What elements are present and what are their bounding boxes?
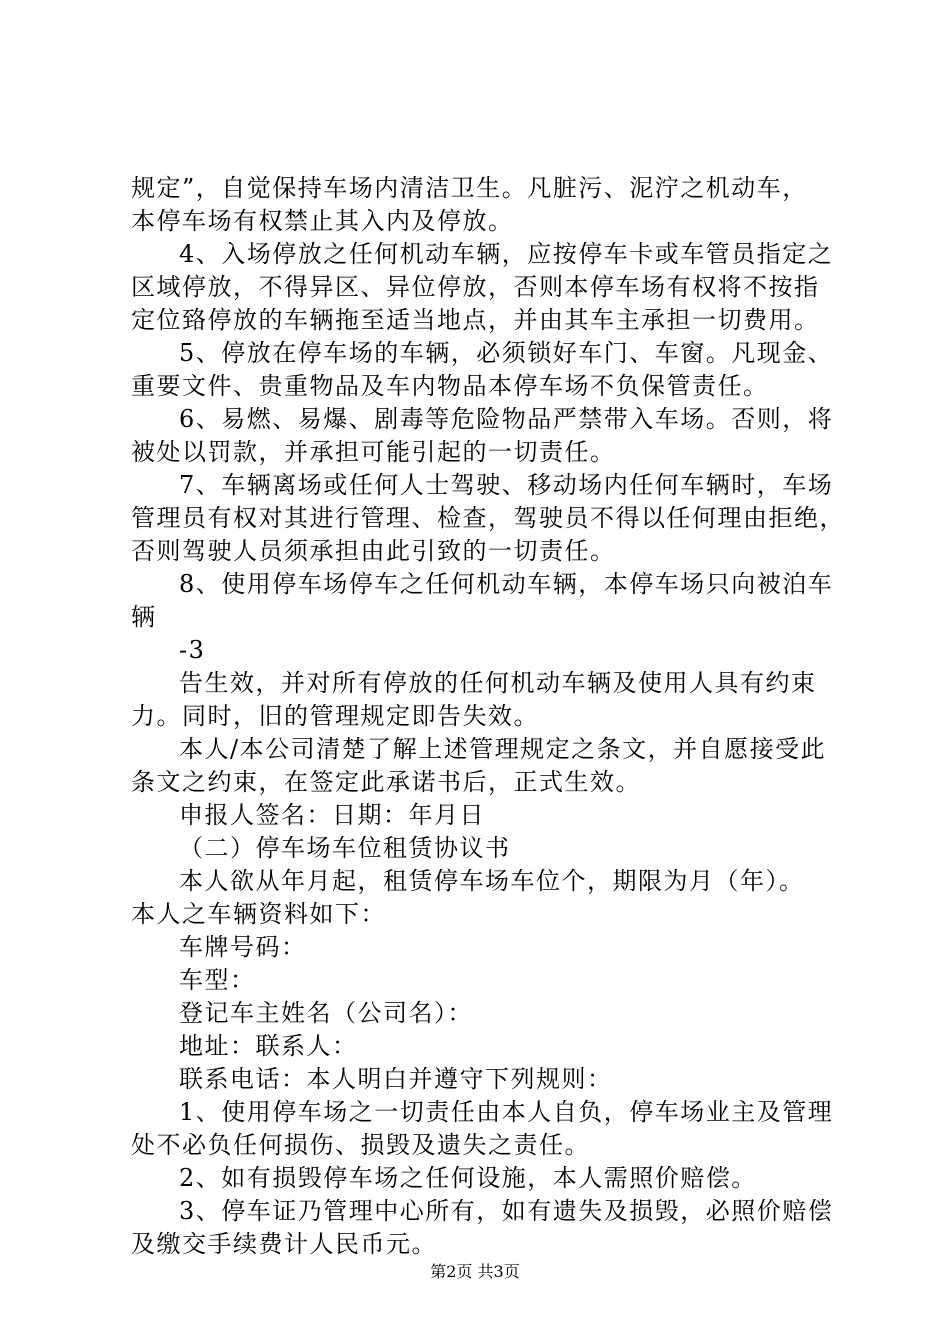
paragraph-line: 重要文件、贵重物品及车内物品本停车场不负保管责任。: [131, 372, 769, 400]
paragraph-line: 辆: [131, 603, 157, 631]
paragraph-line: 规定”，自觉保持车场内清洁卫生。凡脏污、泥泞之机动车，: [131, 174, 808, 202]
paragraph-line: 处不必负任何损伤、损毁及遗失之责任。: [131, 1131, 590, 1159]
paragraph-line: 及缴交手续费计人民币元。: [131, 1230, 437, 1258]
paragraph-line: 4、入场停放之任何机动车辆，应按停车卡或车管员指定之: [179, 240, 834, 268]
form-field-label: 车型：: [179, 966, 256, 994]
paragraph-line: 8、使用停车场停车之任何机动车辆，本停车场只向被泊车: [179, 570, 834, 598]
paragraph-line: 管理员有权对其进行管理、检查，驾驶员不得以任何理由拒绝，: [131, 504, 845, 532]
paragraph-line: 本人之车辆资料如下：: [131, 900, 386, 928]
paragraph-line: 条文之约束，在签定此承诺书后，正式生效。: [131, 768, 641, 796]
paragraph-line: 2、如有损毁停车场之任何设施，本人需照价赔偿。: [179, 1164, 757, 1192]
paragraph-line: 区域停放，不得异区、异位停放，否则本停车场有权将不按指: [131, 273, 820, 301]
signature-line: 申报人签名：日期：年月日: [179, 801, 485, 829]
form-field-label: 联系电话：本人明白并遵守下列规则：: [179, 1065, 613, 1093]
section-heading: （二）停车场车位租赁协议书: [179, 834, 511, 862]
form-field-label: 登记车主姓名（公司名）：: [179, 999, 473, 1027]
paragraph-line: 力。同时，旧的管理规定即告失效。: [131, 702, 539, 730]
paragraph-line: 5、停放在停车场的车辆，必须锁好车门、车窗。凡现金、: [179, 339, 834, 367]
paragraph-line: 3、停车证乃管理中心所有，如有遗失及损毁，必照价赔偿: [179, 1197, 834, 1225]
page-footer: 第2页 共3页: [430, 1262, 520, 1281]
paragraph-line: 6、易燃、易爆、剧毒等危险物品严禁带入车场。否则，将: [179, 405, 834, 433]
page-number-marker: -3: [179, 636, 206, 664]
paragraph-line: 否则驾驶人员须承担由此引致的一切责任。: [131, 537, 616, 565]
paragraph-line: 1、使用停车场之一切责任由本人自负，停车场业主及管理: [179, 1098, 834, 1126]
paragraph-line: 告生效，并对所有停放的任何机动车辆及使用人具有约束: [179, 669, 817, 697]
form-field-label: 车牌号码：: [179, 933, 307, 961]
paragraph-line: 本停车场有权禁止其入内及停放。: [131, 207, 514, 235]
paragraph-line: 被处以罚款，并承担可能引起的一切责任。: [131, 438, 616, 466]
paragraph-line: 7、车辆离场或任何人士驾驶、移动场内任何车辆时，车场: [179, 471, 834, 499]
form-field-label: 地址：联系人：: [179, 1032, 358, 1060]
paragraph-line: 定位臵停放的车辆拖至适当地点，并由其车主承担一切费用。: [131, 306, 820, 334]
paragraph-line: 本人/本公司清楚了解上述管理规定之条文，并自愿接受此: [179, 735, 827, 763]
paragraph-line: 本人欲从年月起，租赁停车场车位个，期限为月（年）。: [179, 867, 805, 895]
